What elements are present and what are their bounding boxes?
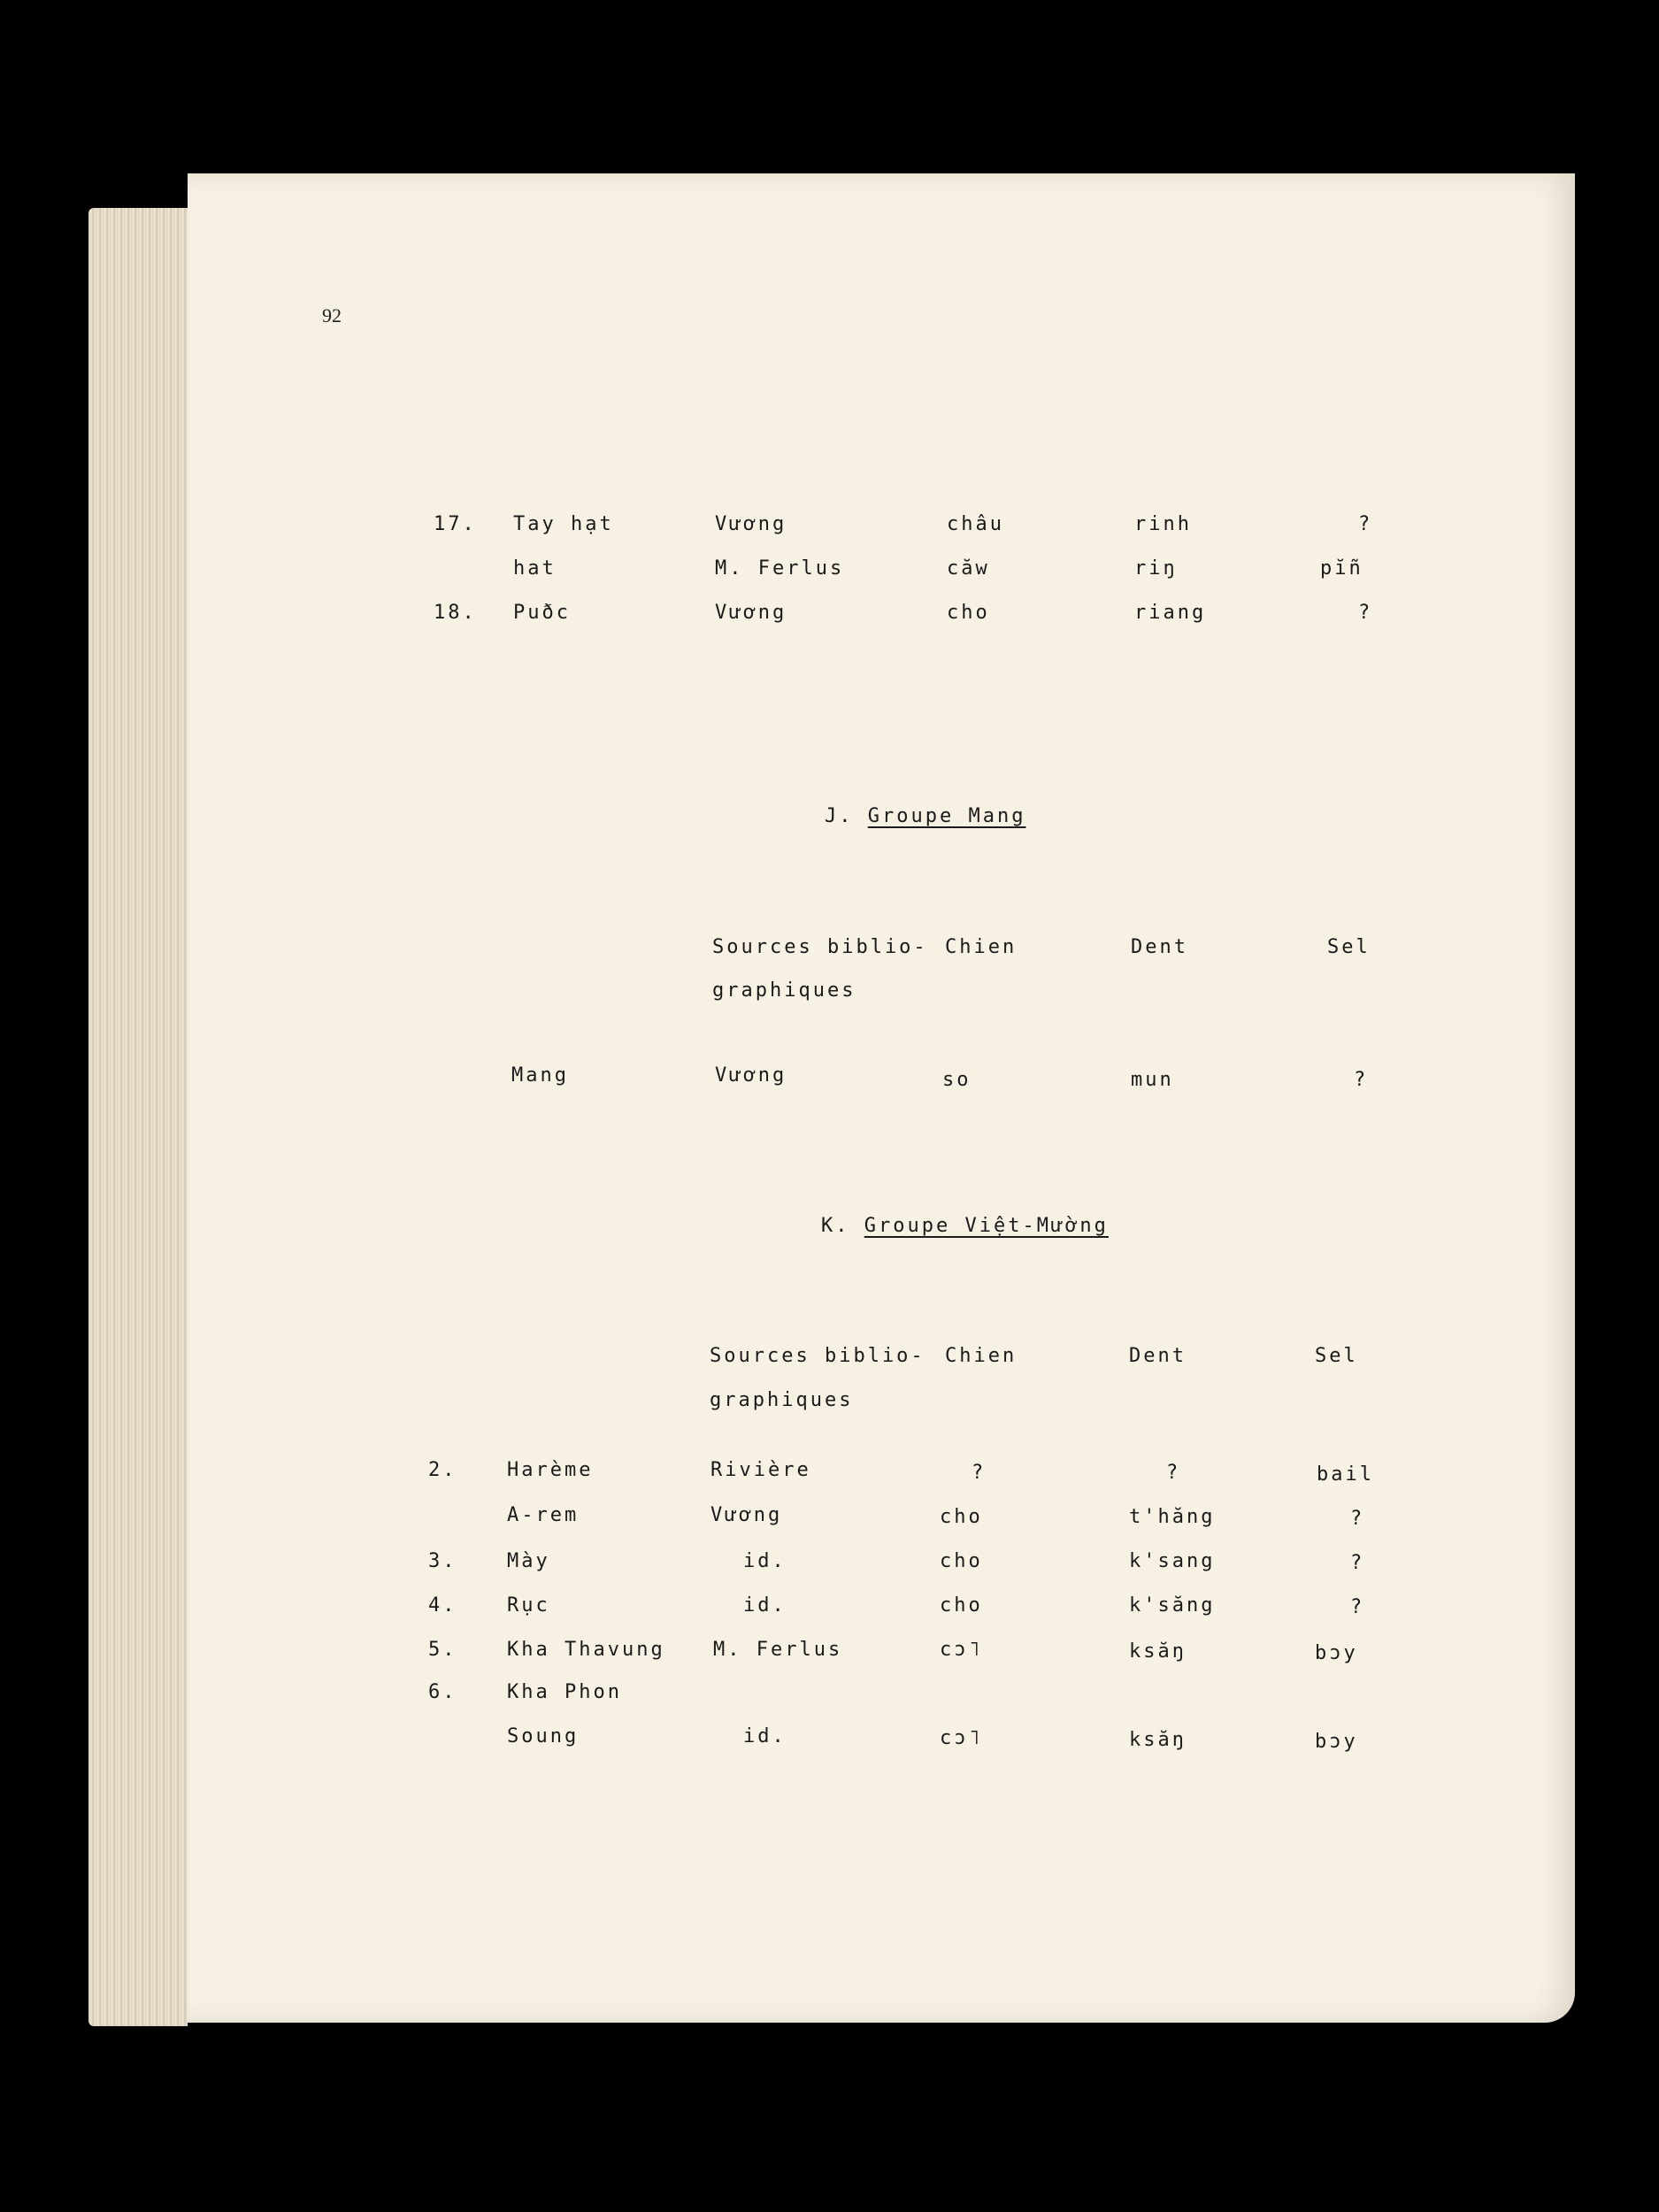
row-sel: ? (1358, 602, 1373, 624)
col-header-dent: Dent (1129, 1345, 1187, 1367)
row-dent: k'săng (1129, 1594, 1216, 1617)
col-header-sel: Sel (1315, 1345, 1358, 1367)
row-name: Harème (507, 1459, 594, 1481)
row-name: hat (513, 557, 557, 580)
col-header-dent: Dent (1131, 936, 1188, 958)
col-header-chien: Chien (945, 936, 1018, 958)
row-dent: riŋ (1134, 557, 1178, 580)
row-sel: ? (1350, 1552, 1365, 1574)
row-sel: ? (1350, 1508, 1365, 1530)
row-source: Rivière (710, 1459, 811, 1481)
row-sel: pĭñ (1320, 557, 1363, 580)
book-page (188, 173, 1575, 2023)
col-header-source-cont: graphiques (712, 979, 856, 1002)
col-header-source: Sources biblio- (710, 1345, 926, 1367)
row-source: id. (743, 1594, 787, 1617)
row-source: id. (743, 1550, 787, 1572)
row-num: 17. (434, 513, 477, 535)
row-chien: căw (947, 557, 990, 580)
row-sel: ? (1350, 1596, 1365, 1618)
row-sel: ? (1354, 1069, 1369, 1091)
section-k-heading (821, 1215, 1109, 1237)
row-dent: ksăŋ (1129, 1729, 1187, 1751)
row-name: Soung (507, 1725, 580, 1747)
col-header-chien: Chien (945, 1345, 1018, 1367)
row-name: A-rem (507, 1504, 580, 1526)
row-dent: rinh (1134, 513, 1192, 535)
row-name: Puðc (513, 602, 571, 624)
row-sel: bail (1317, 1463, 1374, 1486)
row-chien: cho (947, 602, 990, 624)
row-num: 18. (434, 602, 477, 624)
row-source: Vương (715, 1064, 787, 1087)
row-sel: bɔy (1315, 1731, 1358, 1753)
row-sel: ? (1358, 513, 1373, 535)
row-chien: ? (972, 1462, 987, 1484)
col-header-source: Sources biblio- (712, 936, 928, 958)
row-chien: cho (940, 1550, 983, 1572)
row-name: Tay hạt (513, 513, 614, 535)
row-name: Kha Phon (507, 1681, 622, 1703)
row-name: Rục (507, 1594, 550, 1617)
row-chien: cɔ˥ (940, 1727, 983, 1749)
row-source: M. Ferlus (715, 557, 845, 580)
row-source: id. (743, 1725, 787, 1747)
row-dent: riang (1134, 602, 1207, 624)
row-dent: t'hăng (1129, 1506, 1216, 1528)
row-chien: cho (940, 1506, 983, 1528)
row-chien: so (942, 1069, 972, 1091)
row-sel: bɔy (1315, 1642, 1358, 1664)
row-chien: cɔ˥ (940, 1639, 983, 1661)
row-num: 4. (428, 1594, 457, 1617)
row-chien: châu (947, 513, 1004, 535)
row-num: 5. (428, 1639, 457, 1661)
row-source: M. Ferlus (713, 1639, 843, 1661)
section-title: Groupe Mang (867, 805, 1026, 827)
section-letter: J. (825, 805, 854, 827)
row-name: Mày (507, 1550, 550, 1572)
row-name: Mang (511, 1064, 569, 1087)
row-source: Vương (715, 513, 787, 535)
section-title: Groupe Việt-Mường (864, 1215, 1109, 1237)
section-j-heading (825, 805, 1025, 827)
page-number: 92 (322, 304, 342, 326)
col-header-source-cont: graphiques (710, 1389, 854, 1411)
page-edge-stack (88, 208, 188, 2026)
row-dent: ksăŋ (1129, 1640, 1187, 1663)
row-source: Vương (715, 602, 787, 624)
row-dent: mun (1131, 1069, 1174, 1091)
section-letter: K. (821, 1215, 850, 1237)
row-num: 2. (428, 1459, 457, 1481)
row-dent: ? (1166, 1462, 1181, 1484)
row-num: 6. (428, 1681, 457, 1703)
row-source: Vương (710, 1504, 783, 1526)
row-chien: cho (940, 1594, 983, 1617)
col-header-sel: Sel (1327, 936, 1371, 958)
row-dent: k'sang (1129, 1550, 1216, 1572)
row-name: Kha Thavung (507, 1639, 665, 1661)
row-num: 3. (428, 1550, 457, 1572)
